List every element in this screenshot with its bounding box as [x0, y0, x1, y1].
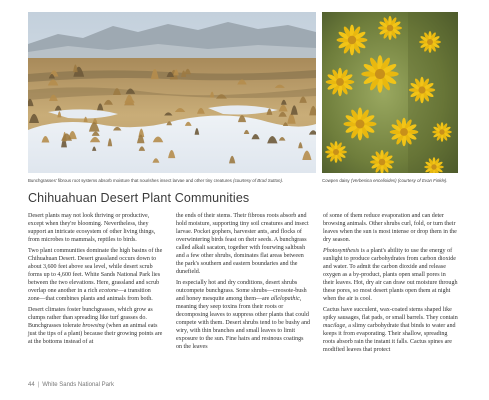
cowpen-daisy-image	[322, 12, 458, 173]
caption-credit: (courtesy of Brad Sutton).	[233, 178, 284, 183]
text-column-2	[176, 212, 311, 354]
page-footer	[28, 382, 114, 388]
body-paragraph	[28, 212, 163, 244]
text-column-3	[323, 212, 458, 357]
body-paragraph	[28, 247, 163, 303]
italic-term: mucilage	[323, 322, 346, 329]
bunchgrass-landscape-photo	[28, 12, 316, 173]
paragraph-text: (when an animal eats just the tips of a plant) because their growing points are at the bottoms instead of at	[28, 322, 163, 345]
body-paragraph	[176, 212, 311, 276]
publication-name: White Sands National Park	[42, 382, 114, 388]
body-paragraph	[176, 279, 311, 351]
italic-term: ecotone	[98, 288, 118, 295]
italic-term: Photosynthesis	[323, 247, 360, 254]
footer-separator: |	[37, 382, 40, 388]
paragraph-text: Cactus have succulent, wax-coated stems shaped like spiky sausages, flat pads, or small barrels. They contain	[323, 306, 458, 321]
paragraph-text: Desert plants may not look thriving or productive, except when they're blooming. Nevertheless, they support an intricate ecosystem of other living things, from microbes to mammals, reptiles to birds.	[28, 213, 156, 244]
body-paragraph	[323, 306, 458, 354]
paragraph-text: , a slimy carbohydrate that binds to water and keeps it from evaporating. Their shallow, spreading roots absorb rain the instant it falls. Cactus spines are modified leaves that protect	[323, 322, 456, 353]
paragraph-text: Two plant communities dominate the high basins of the Chihuahuan Desert. Desert grassland occurs down to about 3,600 feet above sea level, while desert scrub forms up to 4,600 feet. White Sands National Park lies between the two elevations. Here, grassland and scrub overlap one another in a rich	[28, 247, 163, 295]
paragraph-text: Desert climates foster bunchgrasses, which grow as clumps rather than spreading like turf grasses do. Bunchgrasses tolerate	[28, 306, 153, 329]
caption-text: Cowpen daisy	[322, 178, 350, 183]
page-number: 44	[28, 382, 35, 388]
bunchgrass-landscape-image	[28, 12, 316, 173]
body-paragraph	[323, 212, 458, 244]
caption-credit: (courtesy of Evan Finkle).	[397, 178, 448, 183]
paragraph-text: the ends of their stems. Their fibrous roots absorb and hold moisture, supporting tiny soil creatures and insect larvae. Pocket gophers, harvester ants, and flocks of overwintering birds feast on their seeds. A bunchgrass called alkali sacaton, together with fourwing saltbush and a few other shrubs, dominates flat areas between the park's southern and eastern boundaries and the dunefield.	[176, 213, 309, 276]
italic-term: allelopathic	[270, 296, 300, 303]
paragraph-text: , meaning they seep toxins from their roots or decomposing leaves to suppress other plants that could compete with them. Desert shrubs tend to be bushy and wiry, with thin branches and small leaves to limit exposure to the sun. Fine hairs and resinous coatings on the leaves	[176, 296, 311, 351]
right-photo-caption	[322, 178, 462, 184]
text-column-1	[28, 212, 163, 349]
section-title: Chihuahuan Desert Plant Communities	[28, 191, 250, 205]
paragraph-text: —a transition zone—that combines plants and animals from both.	[28, 288, 153, 303]
paragraph-text: In especially hot and dry conditions, desert shrubs outcompete bunchgrass. Some shrubs—creosote-bush and honey mesquite among them—are	[176, 279, 307, 303]
caption-text: Bunchgrasses' fibrous root systems absorb moisture that nourishes insect larvae and other tiny creatures	[28, 178, 232, 183]
caption-species: (Verbesina encelioides)	[350, 178, 397, 183]
body-paragraph	[28, 306, 163, 346]
paragraph-text: of some of them reduce evaporation and can deter browsing animals. Other shrubs curl, fold, or turn their leaves when the sun is most intense or drop them in the dry season.	[323, 213, 457, 244]
italic-term: browsing	[82, 322, 105, 329]
body-paragraph	[323, 247, 458, 303]
cowpen-daisy-photo	[322, 12, 458, 173]
left-photo-caption	[28, 178, 316, 184]
paragraph-text: is a plant's ability to use the energy of sunlight to produce carbohydrates from carbon dioxide and water. To admit the carbon dioxide and release oxygen as a by-product, plants open small pores in their leaves. Hot, dry air can draw out moisture through these pores, so most desert plants open them at night when the air is cool.	[323, 247, 458, 303]
